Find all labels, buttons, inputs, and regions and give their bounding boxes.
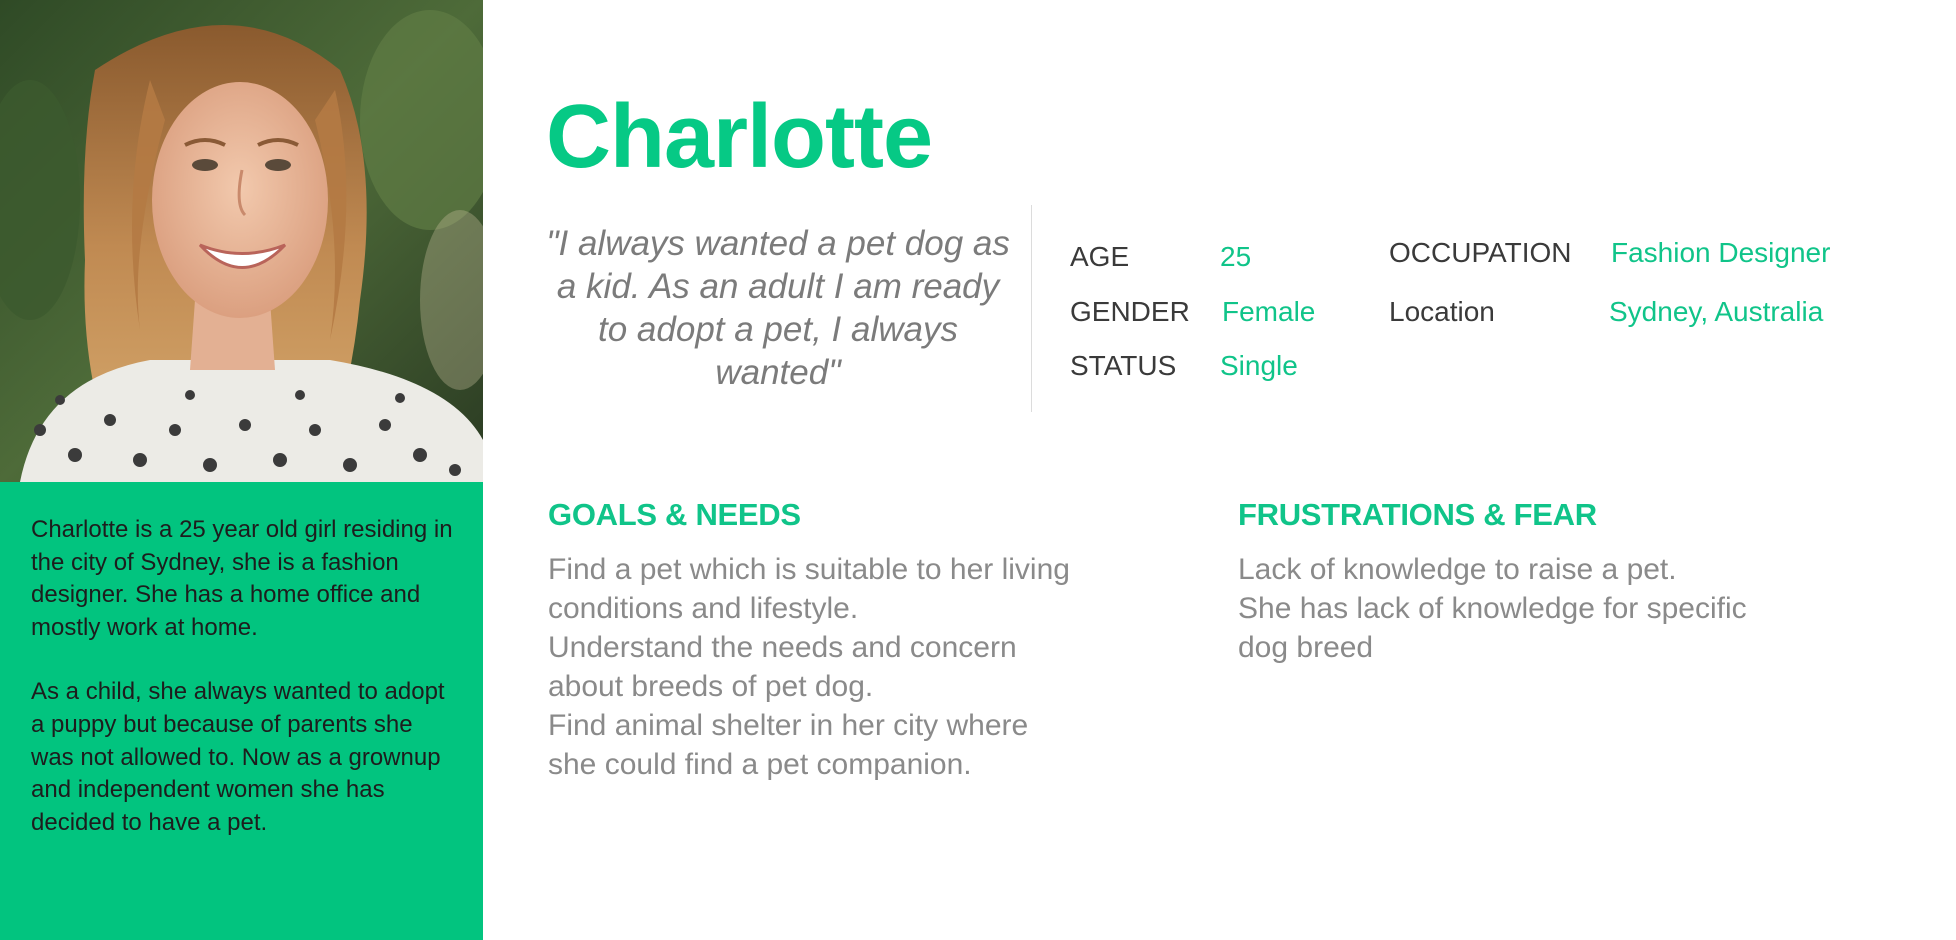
- frustrations-line: She has lack of knowledge for specific: [1238, 592, 1747, 625]
- persona-photo: [0, 0, 483, 482]
- age-label: AGE: [1070, 241, 1130, 272]
- persona-quote: "I always wanted a pet dog as a kid. As an adult I am ready to adopt a pet, I always wanted": [546, 224, 1010, 392]
- frustrations-line: dog breed: [1238, 631, 1374, 664]
- goals-list: [548, 550, 1168, 784]
- persona-name: Charlotte: [546, 87, 933, 187]
- goals-line: Find animal shelter in her city where: [548, 709, 1029, 742]
- left-column: [0, 0, 483, 940]
- goals-line: Understand the needs and concern: [548, 631, 1017, 664]
- gender-value: Female: [1222, 296, 1316, 327]
- occupation-value: Fashion Designer: [1611, 237, 1831, 268]
- bio-panel: [0, 482, 483, 940]
- goals-line: Find a pet which is suitable to her living: [548, 553, 1070, 586]
- portrait-image: [0, 0, 483, 482]
- status-value: Single: [1220, 350, 1298, 381]
- frustrations-title: FRUSTRATIONS & FEAR: [1238, 497, 1597, 532]
- frustrations-line: Lack of knowledge to raise a pet.: [1238, 553, 1677, 586]
- frustrations-list: [1238, 550, 1878, 667]
- goals-line: she could find a pet companion.: [548, 748, 972, 781]
- location-value: Sydney, Australia: [1609, 296, 1824, 327]
- occupation-label: OCCUPATION: [1389, 237, 1572, 268]
- quote-divider: [1031, 205, 1032, 412]
- status-label: STATUS: [1070, 350, 1177, 381]
- goals-line: conditions and lifestyle.: [548, 592, 859, 625]
- location-label: Location: [1389, 296, 1495, 327]
- age-value: 25: [1220, 241, 1252, 272]
- goals-title: GOALS & NEEDS: [548, 497, 801, 532]
- gender-label: GENDER: [1070, 296, 1190, 327]
- bio-paragraph: Charlotte is a 25 year old girl residing in the city of Sydney, she is a fashion designer. She has a home office and mostly work at home.: [31, 516, 453, 641]
- bio-paragraph: As a child, she always wanted to adopt a puppy but because of parents she was not allowed to. Now as a grownup and independent women she has decided to have a pet.: [31, 678, 445, 836]
- goals-line: about breeds of pet dog.: [548, 670, 874, 703]
